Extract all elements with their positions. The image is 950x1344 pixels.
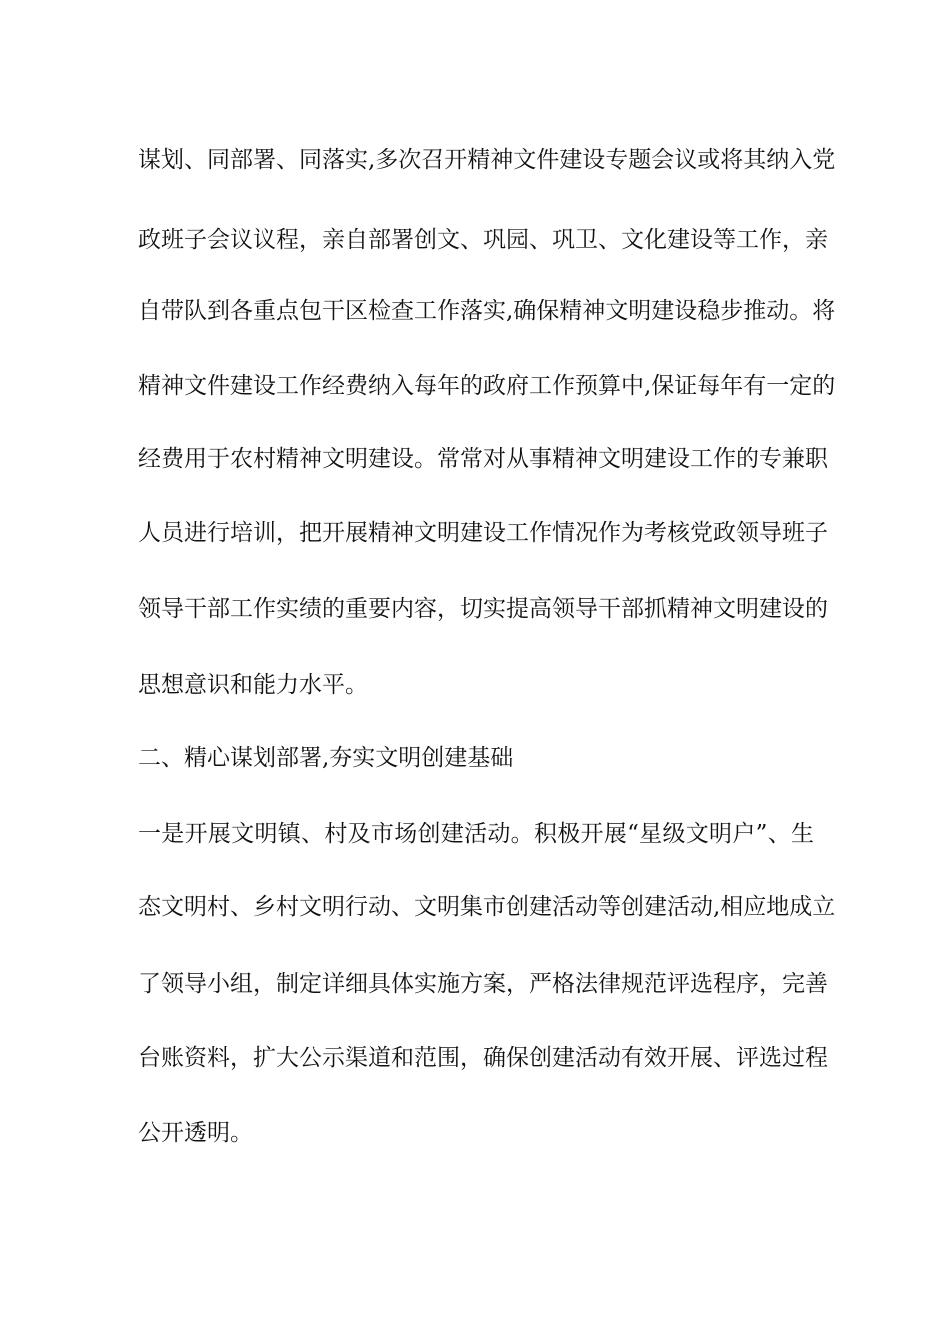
paragraph-line: 精神文件建设工作经费纳入每年的政府工作预算中,保证每年有一定的 [138,373,836,399]
paragraph-line: 自带队到各重点包干区检查工作落实,确保精神文明建设稳步推动。将 [138,298,836,324]
paragraph-line: 人员进行培训，把开展精神文明建设工作情况作为考核党政领导班子 [138,520,828,546]
paragraph-line: 谋划、同部署、同落实,多次召开精神文件建设专题会议或将其纳入党 [138,147,836,173]
paragraph-line: 领导干部工作实绩的重要内容，切实提高领导干部抓精神文明建设的 [138,596,828,622]
paragraph-line: 思想意识和能力水平。 [138,672,368,698]
paragraph-line: 经费用于农村精神文明建设。常常对从事精神文明建设工作的专兼职 [138,446,828,472]
paragraph-line: 一是开展文明镇、村及市场创建活动。积极开展“星级文明户”、生 [138,821,814,847]
paragraph-line: 台账资料，扩大公示渠道和范围，确保创建活动有效开展、评选过程 [138,1045,828,1071]
paragraph-line: 公开透明。 [138,1120,253,1146]
paragraph-line: 了领导小组，制定详细具体实施方案，严格法律规范评选程序，完善 [138,971,828,997]
heading-2: 二、精心谋划部署,夯实文明创建基础 [138,745,514,771]
paragraph-line: 态文明村、乡村文明行动、文明集市创建活动等创建活动,相应地成立 [138,894,836,920]
paragraph-line: 政班子会议议程，亲自部署创文、巩园、巩卫、文化建设等工作，亲 [138,227,828,253]
